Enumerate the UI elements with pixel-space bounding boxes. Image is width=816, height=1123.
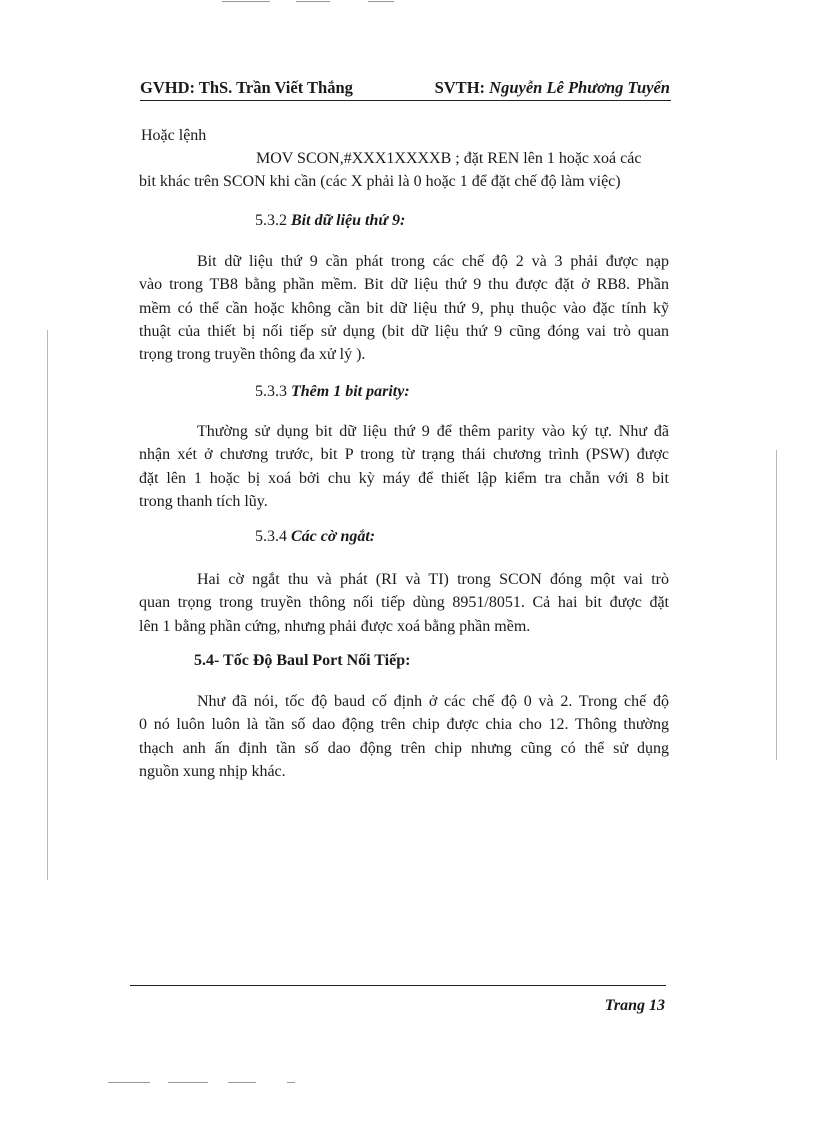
heading-5-3-2-number: 5.3.2 (255, 212, 287, 229)
scan-mark-bottom-4 (287, 1082, 295, 1083)
scan-mark-bottom-2 (168, 1082, 208, 1083)
paragraph-5-3-3 (139, 420, 669, 513)
paragraph-line: nhận xét ở chương trước, bit P trong từ trạng thái chương trình (PSW) được (139, 446, 669, 464)
paragraph-5-4 (139, 690, 669, 783)
heading-5-4: 5.4- Tốc Độ Baul Port Nối Tiếp: (194, 652, 411, 669)
student-label: SVTH: (434, 78, 486, 97)
scan-edge-left (47, 330, 48, 880)
supervisor-label: GVHD: (140, 78, 195, 97)
paragraph-line: vào trong TB8 bằng phần mềm. Bit dữ liệu thứ 9 thu được đặt ở RB8. Phần (139, 276, 669, 294)
scan-mark-top-2 (296, 1, 330, 2)
scan-mark-top-1 (222, 1, 270, 2)
paragraph-5-3-4 (139, 568, 669, 638)
paragraph-line: nguồn xung nhịp khác. (139, 762, 286, 780)
heading-5-3-4-title: Các cờ ngắt: (291, 528, 376, 545)
paragraph-line: Thường sử dụng bit dữ liệu thứ 9 để thêm parity vào ký tự. Như đã (197, 423, 669, 440)
command-line-2: bit khác trên SCON khi cần (các X phải là 0 hoặc 1 để đặt chế độ làm việc) (139, 173, 621, 190)
heading-5-3-3-title: Thêm 1 bit parity: (291, 383, 410, 400)
supervisor-name: ThS. Trần Viết Thắng (198, 78, 353, 97)
scan-mark-bottom-1 (108, 1082, 150, 1083)
paragraph-5-3-2 (139, 250, 669, 366)
command-line-1: MOV SCON,#XXX1XXXXB ; đặt REN lên 1 hoặc xoá các (256, 150, 642, 167)
heading-5-3-4 (255, 528, 375, 546)
intro-text: Hoặc lệnh (141, 127, 207, 144)
heading-5-3-2-title: Bit dữ liệu thứ 9: (291, 212, 406, 229)
heading-5-3-4-number: 5.3.4 (255, 528, 287, 545)
heading-5-3-2 (255, 212, 405, 230)
heading-5-3-3-number: 5.3.3 (255, 383, 287, 400)
paragraph-line: trọng trong truyền thông đa xử lý ). (139, 346, 366, 364)
paragraph-line: thuật của thiết bị nối tiếp sử dụng (bit dữ liệu thứ 9 cũng đóng vai trò quan (139, 322, 669, 340)
paragraph-line: trong thanh tích lũy. (139, 492, 268, 510)
header-supervisor (140, 78, 353, 98)
paragraph-line: thạch anh ấn định tần số dao động trên chip nhưng cũng có thể sử dụng (139, 739, 669, 757)
scan-edge-right (776, 450, 777, 760)
paragraph-line: 0 nó luôn luôn là tần số dao động trên chip được chia cho 12. Thông thường (139, 716, 669, 734)
paragraph-line: lên 1 bằng phần cứng, nhưng phải được xoá bằng phần mềm. (139, 617, 531, 635)
paragraph-line: Bit dữ liệu thứ 9 cần phát trong các chế độ 2 và 3 phải được nạp (197, 253, 669, 270)
header-student (435, 78, 670, 98)
heading-5-3-3 (255, 383, 410, 401)
header-rule (140, 100, 671, 101)
paragraph-line: quan trọng trong truyền thông nối tiếp dùng 8951/8051. Cả hai bit được đặt (139, 594, 669, 612)
student-name: Nguyễn Lê Phương Tuyến (489, 78, 670, 97)
page-number: Trang 13 (604, 997, 665, 1014)
paragraph-line: Hai cờ ngắt thu và phát (RI và TI) trong SCON đóng một vai trò (197, 571, 669, 588)
paragraph-line: mềm có thể cần hoặc không cần bit dữ liệu thứ 9, phụ thuộc vào đặc tính kỹ (139, 299, 669, 317)
footer-rule (130, 985, 666, 986)
scan-mark-top-3 (368, 1, 394, 2)
paragraph-line: Như đã nói, tốc độ baud cố định ở các chế độ 0 và 2. Trong chế độ (197, 693, 669, 710)
scan-mark-bottom-3 (228, 1082, 256, 1083)
paragraph-line: đặt lên 1 hoặc bị xoá bởi chu kỳ máy để thiết lập kiểm tra chẵn với 8 bit (139, 469, 669, 487)
